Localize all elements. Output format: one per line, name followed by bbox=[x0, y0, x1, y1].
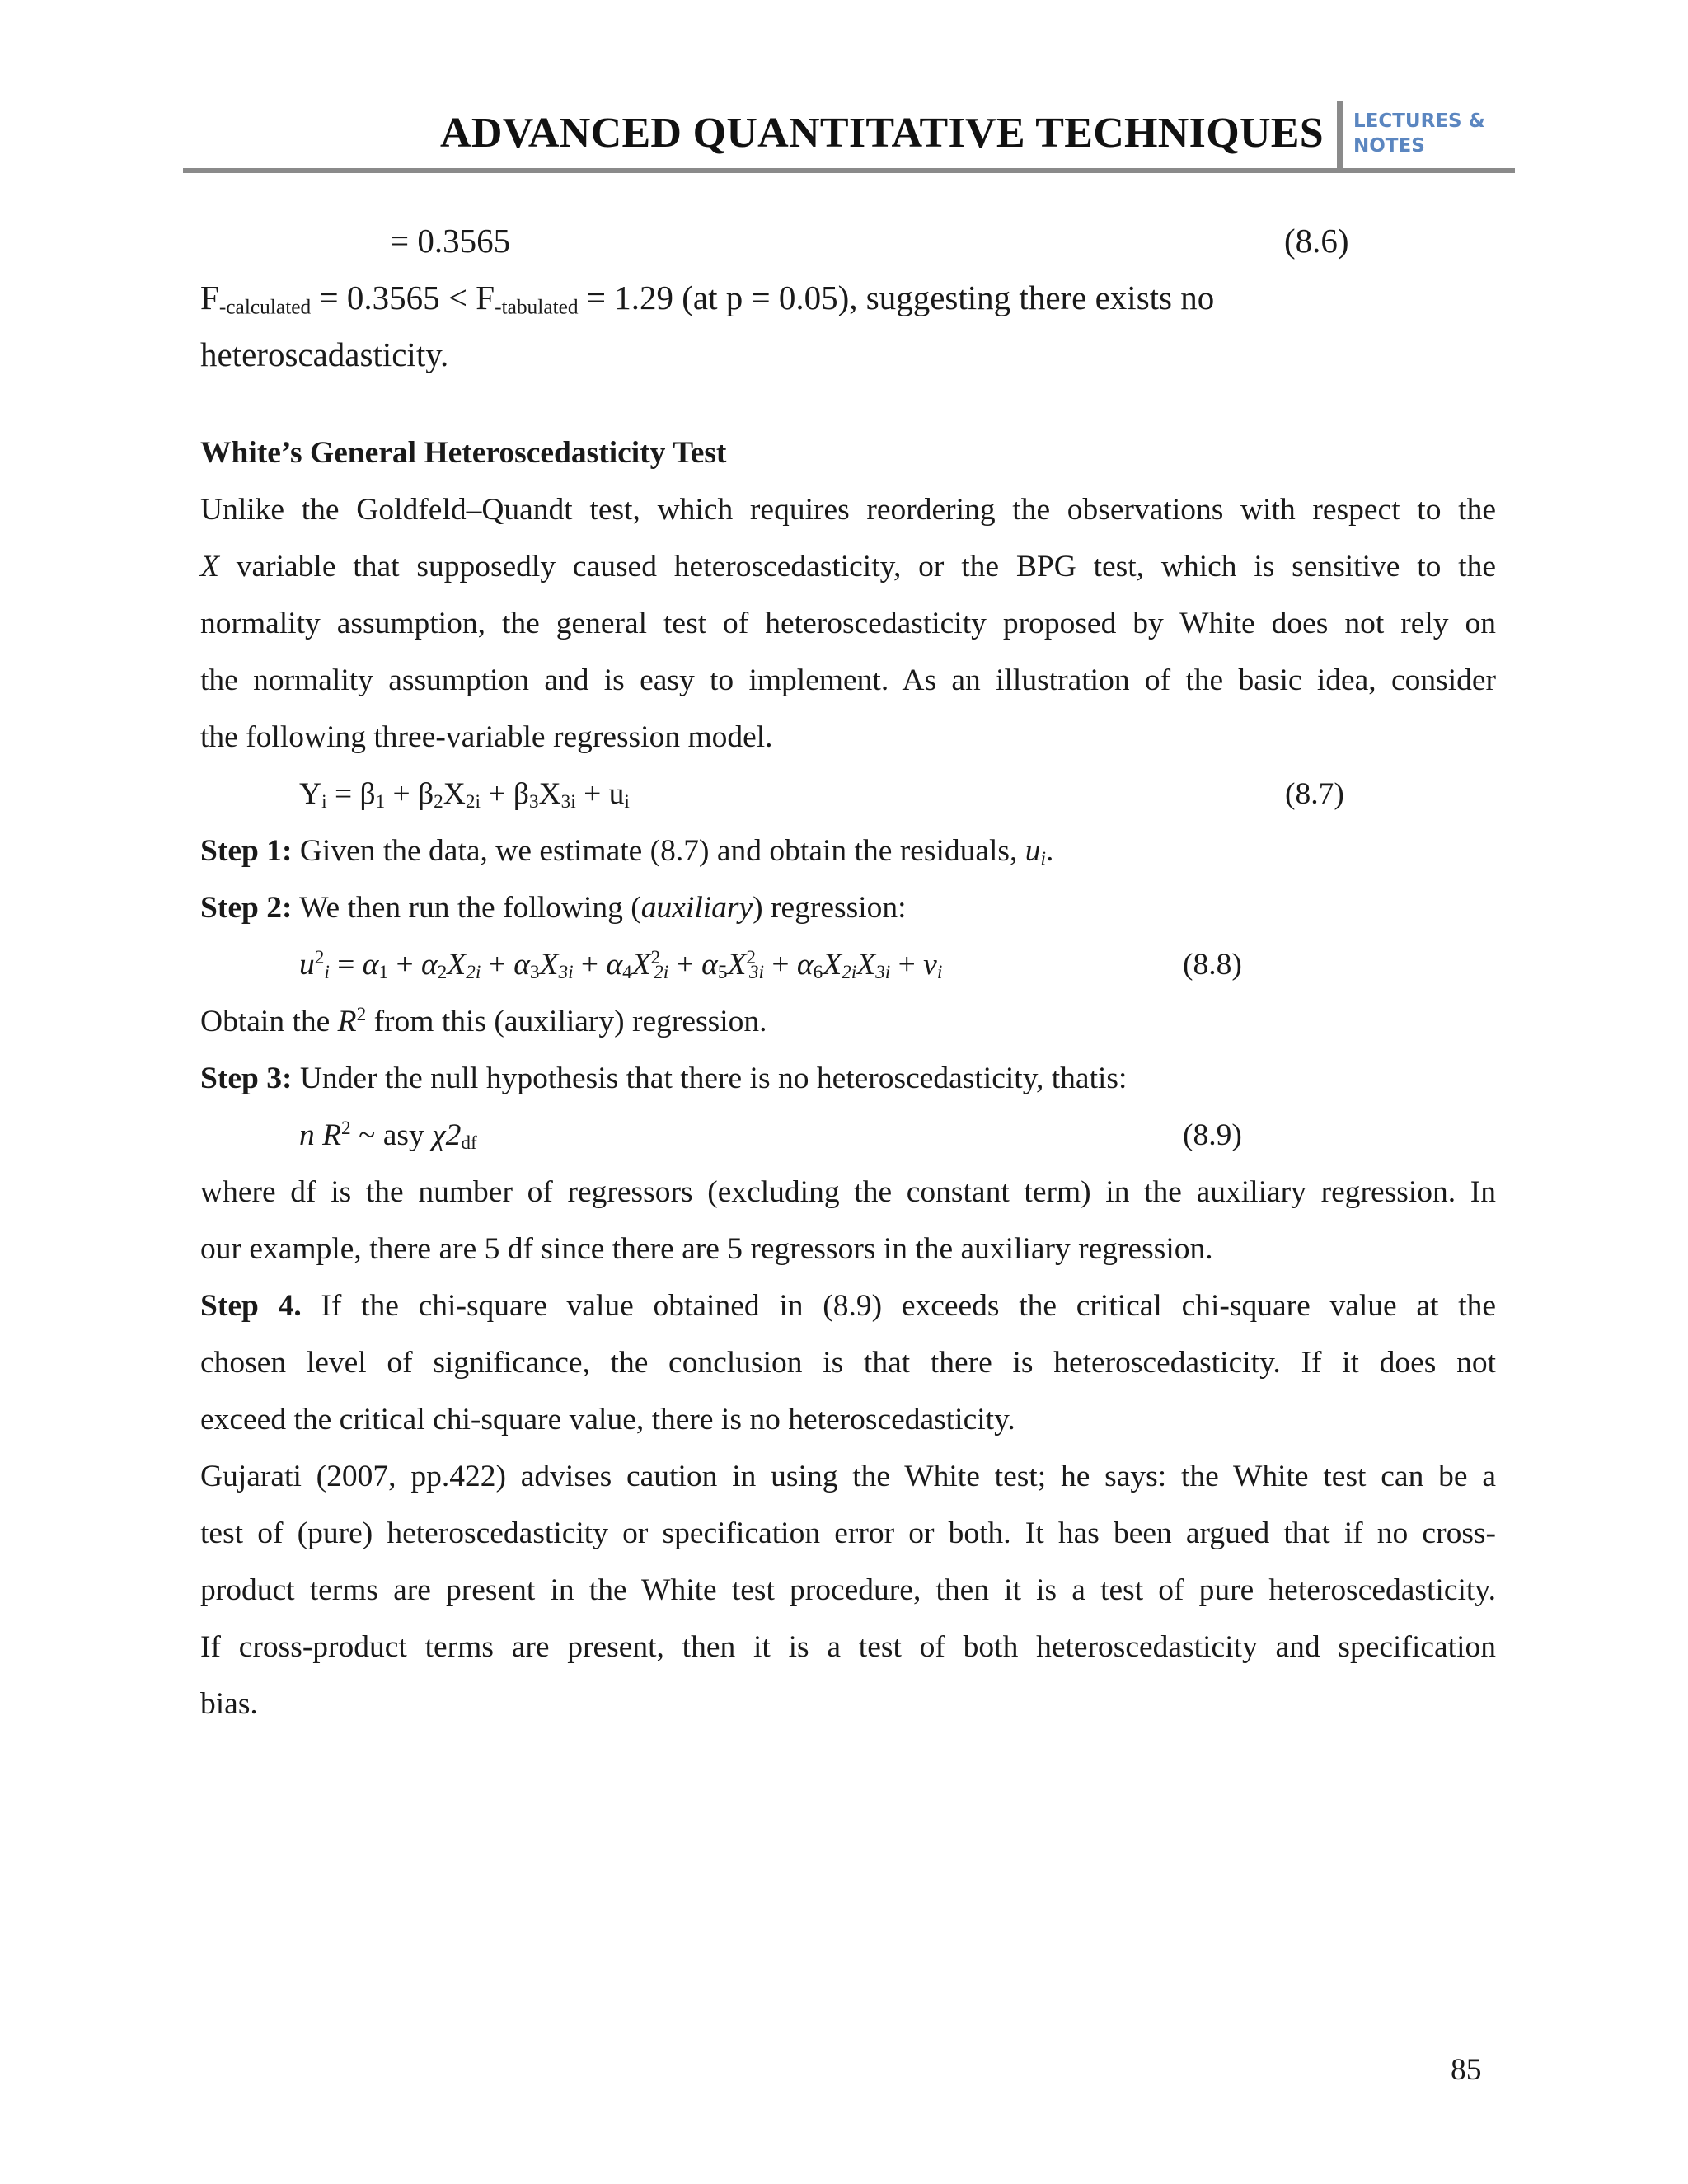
equation-expression: = 0.3565 bbox=[390, 222, 511, 260]
header-subtitle bbox=[1353, 109, 1485, 158]
page-content bbox=[200, 213, 1496, 1732]
section-heading: White’s General Heteroscedasticity Test bbox=[200, 436, 727, 470]
equation-8-6 bbox=[200, 213, 1496, 269]
equation-8-9 bbox=[200, 1107, 1496, 1164]
equation-number: (8.7) bbox=[1285, 777, 1344, 811]
paragraph-line: normality assumption, the general test of heteroscedasticity proposed by White does not rely on bbox=[200, 607, 1496, 640]
paragraph-line: the normality assumption and is easy to implement. As an illustration of the basic idea, consider bbox=[200, 663, 1496, 697]
paragraph-line: product terms are present in the White test procedure, then it is a test of pure heteroscedasticity. bbox=[200, 1573, 1496, 1607]
step-2: Step 2: We then run the following (auxiliary) regression: bbox=[200, 891, 907, 925]
equation-8-8 bbox=[200, 936, 1496, 993]
paragraph-line: test of (pure) heteroscedasticity or specification error or both. It has been argued that if no cross- bbox=[200, 1516, 1496, 1550]
obtain-r2-line: Obtain the $R^2$ from this (auxiliary) regression. bbox=[200, 1004, 767, 1038]
paragraph-line: If cross-product terms are present, then it is a test of both heteroscedasticity and specification bbox=[200, 1630, 1496, 1664]
paragraph-line: exceed the critical chi-square value, there is no heteroscedasticity. bbox=[200, 1403, 1015, 1436]
header-title: ADVANCED QUANTITATIVE TECHNIQUES bbox=[440, 110, 1324, 157]
equation-expression: n $R^2$ ~ asy $\chi 2_{df}$ bbox=[299, 1118, 477, 1155]
f-statistic-line: $F_{-calculated} = 0.3565 < F_{-tabulated} = 1.29$ (at p = 0.05), suggesting there exists no bbox=[200, 279, 1215, 319]
f-statistic-line-2: heteroscadasticity. bbox=[200, 335, 449, 373]
step-4: Step 4. If the chi-square value obtained in (8.9) exceeds the critical chi-square value at the bbox=[200, 1289, 1496, 1323]
step-1: Step 1: Given the data, we estimate (8.7) and obtain the residuals, $u_i$. bbox=[200, 834, 1054, 870]
header-subtitle-line1: LECTURES & bbox=[1353, 110, 1485, 132]
page-number: 85 bbox=[1451, 2053, 1482, 2087]
header-divider bbox=[1337, 101, 1343, 171]
header-rule bbox=[183, 168, 1515, 173]
equation-8-7 bbox=[200, 766, 1496, 823]
step-3: Step 3: Under the null hypothesis that there is no heteroscedasticity, thatis: bbox=[200, 1062, 1128, 1095]
paragraph-line: chosen level of significance, the conclusion is that there is heteroscedasticity. If it does not bbox=[200, 1346, 1496, 1380]
paragraph-line: Unlike the Goldfeld–Quandt test, which requires reordering the observations with respect to the bbox=[200, 493, 1496, 527]
paragraph-line: the following three-variable regression model. bbox=[200, 720, 773, 754]
equation-expression: $Y_i = \beta_1 + \beta_2X_{2i} + \beta_3X_{3i} + u_i$ bbox=[299, 777, 630, 813]
paragraph-line: X variable that supposedly caused heteroscedasticity, or the BPG test, which is sensitive to the bbox=[200, 550, 1496, 583]
equation-number: (8.6) bbox=[1284, 222, 1349, 260]
paragraph-line: bias. bbox=[200, 1687, 258, 1721]
equation-expression: $u^2_i = \alpha_1 + \alpha_2X_{2i} + \alpha_3X_{3i} + \alpha_4X^2_{2i} + \alpha_5X^2_{3i} + \alpha_6X_{2i}X_{3i} + v_i$ bbox=[299, 947, 943, 984]
page-header bbox=[183, 101, 1515, 176]
header-subtitle-line2: NOTES bbox=[1353, 135, 1425, 157]
equation-number: (8.8) bbox=[1183, 948, 1242, 982]
paragraph-line: where df is the number of regressors (excluding the constant term) in the auxiliary regression. In bbox=[200, 1175, 1496, 1209]
paragraph-line: our example, there are 5 df since there are 5 regressors in the auxiliary regression. bbox=[200, 1232, 1213, 1266]
spacer bbox=[200, 383, 1496, 424]
paragraph-line: Gujarati (2007, pp.422) advises caution in using the White test; he says: the White test can be a bbox=[200, 1460, 1496, 1493]
equation-number: (8.9) bbox=[1183, 1118, 1242, 1152]
